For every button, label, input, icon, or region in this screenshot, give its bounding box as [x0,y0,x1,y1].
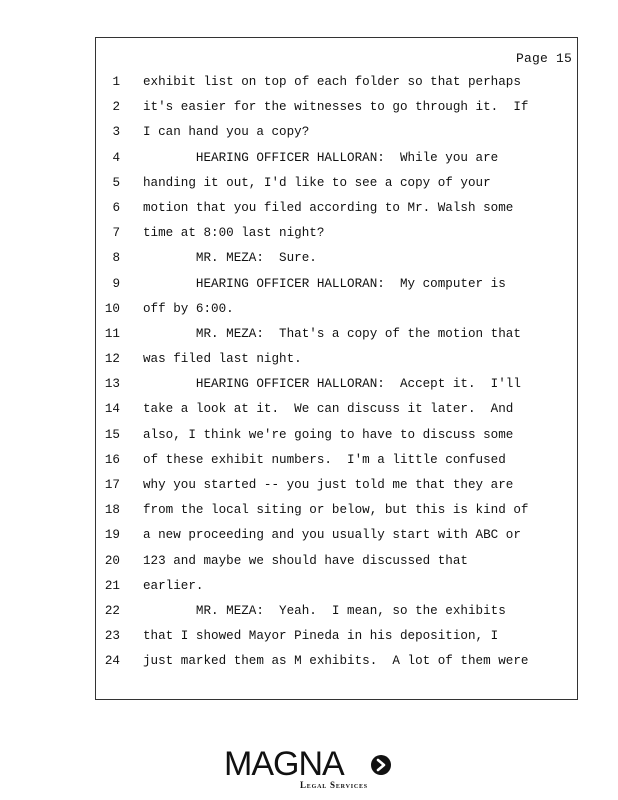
line-text: that I showed Mayor Pineda in his deposition, I [143,629,499,644]
transcript-line [96,350,577,375]
line-number: 9 [112,276,120,291]
logo-subtitle: Legal Services [300,780,368,790]
transcript-line [96,325,577,350]
transcript-line [96,98,577,123]
transcript-line [96,476,577,501]
transcript-line [96,501,577,526]
line-text: exhibit list on top of each folder so that perhaps [143,75,521,89]
transcript-line [96,526,577,551]
line-number: 4 [112,150,120,165]
line-number: 20 [104,553,120,568]
line-number: 6 [112,200,120,215]
transcript-line [96,426,577,451]
line-text: HEARING OFFICER HALLORAN: While you are [143,150,499,165]
line-number: 5 [112,175,120,190]
transcript-line [96,451,577,476]
transcript-line [96,400,577,425]
line-number: 8 [112,251,120,266]
line-number: 15 [104,427,120,442]
transcript-page [95,37,578,700]
transcript-line [96,199,577,224]
transcript-lines [96,73,577,678]
transcript-line [96,224,577,249]
line-text: take a look at it. We can discuss it later. And [143,402,514,417]
transcript-line [96,149,577,174]
line-text: handing it out, I'd like to see a copy of your [143,175,491,190]
line-text: was filed last night. [143,352,302,367]
line-text: HEARING OFFICER HALLORAN: Accept it. I'll [143,377,521,392]
line-text: time at 8:00 last night? [143,226,325,241]
line-number: 7 [112,226,120,241]
line-number: 11 [104,326,120,341]
transcript-line [96,73,577,98]
transcript-line [96,602,577,627]
transcript-line [96,123,577,148]
transcript-line [96,300,577,325]
transcript-line [96,174,577,199]
line-number: 1 [112,75,120,89]
line-text: earlier. [143,578,204,593]
line-number: 2 [112,100,120,115]
transcript-line [96,652,577,677]
transcript-line [96,627,577,652]
line-number: 22 [104,603,120,618]
line-text: 123 and maybe we should have discussed that [143,553,468,568]
line-text: MR. MEZA: Sure. [143,251,317,266]
line-number: 24 [104,654,120,669]
line-number: 18 [104,503,120,518]
line-number: 19 [104,528,120,543]
line-text: of these exhibit numbers. I'm a little confused [143,452,506,467]
line-text: from the local siting or below, but this is kind of [143,503,529,518]
chevron-circle-icon [370,754,392,776]
line-text: MR. MEZA: That's a copy of the motion that [143,326,521,341]
line-text: off by 6:00. [143,301,234,316]
line-text: a new proceeding and you usually start with ABC or [143,528,521,543]
line-number: 16 [104,452,120,467]
line-text: I can hand you a copy? [143,125,310,140]
line-number: 21 [104,578,120,593]
line-number: 3 [112,125,120,140]
logo-wordmark: MAGNA [224,745,344,783]
line-text: MR. MEZA: Yeah. I mean, so the exhibits [143,603,506,618]
line-text: why you started -- you just told me that they are [143,478,514,492]
line-number: 13 [104,377,120,392]
line-text: it's easier for the witnesses to go through it. If [143,100,529,115]
page-number: Page 15 [515,51,572,66]
line-text: just marked them as M exhibits. A lot of them were [143,654,529,669]
line-number: 14 [104,402,120,417]
transcript-line [96,552,577,577]
transcript-line [96,375,577,400]
line-number: 23 [104,629,120,644]
line-number: 10 [104,301,120,316]
magna-logo [224,746,394,792]
transcript-line [96,275,577,300]
line-text: HEARING OFFICER HALLORAN: My computer is [143,276,506,291]
line-text: motion that you filed according to Mr. Walsh some [143,200,514,215]
transcript-line [96,577,577,602]
line-text: also, I think we're going to have to discuss some [143,427,514,442]
line-number: 17 [104,478,120,492]
line-number: 12 [104,352,120,367]
transcript-line [96,249,577,274]
